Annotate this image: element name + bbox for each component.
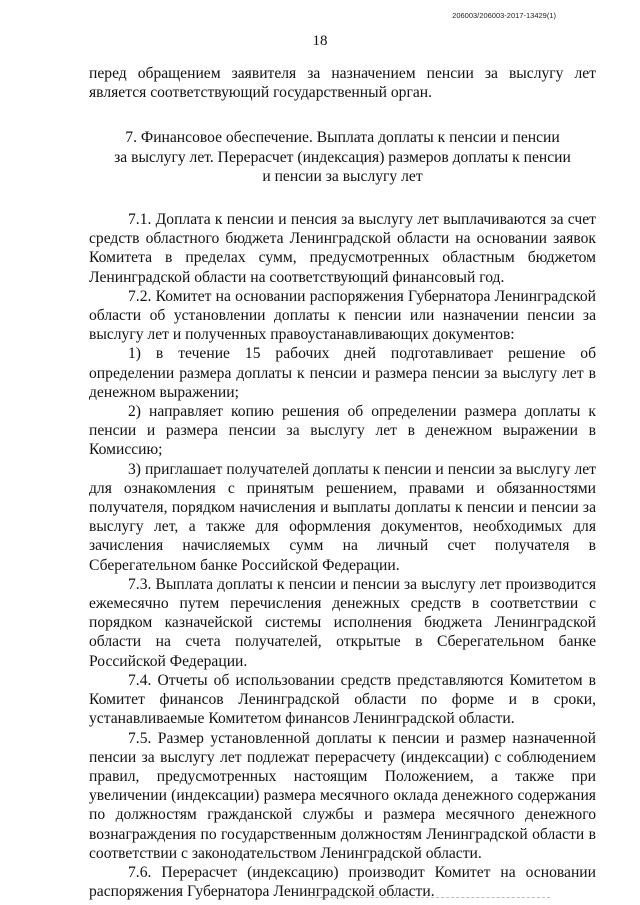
section-heading-line: 7. Финансовое обеспечение. Выплата доплаты к пенсии и пенсии <box>125 129 560 147</box>
paragraph-7-5: 7.5. Размер установленной доплаты к пенсии и размер назначенной пенсии за выслугу лет подлежат перерасчету (индексации) с соблюдением правил, предусмотренных настоящим Положением, а также при увеличении (индексации) размера месячного оклада денежного содержания по должностям гражданской службы и размера месячного денежного вознаграждения по государственным должностям Ленинградской области в соответствии с законодательством Ленинградской области. <box>89 729 596 862</box>
paragraph-7-2: 7.2. Комитет на основании распоряжения Губернатора Ленинградской области об установлении доплаты к пенсии или назначении пенсии за выслугу лет и полученных правоустанавливающих документов: <box>89 287 596 344</box>
bottom-divider <box>310 897 550 898</box>
section-heading <box>89 128 596 186</box>
document-body <box>89 64 596 901</box>
paragraph-7-4: 7.4. Отчеты об использовании средств представляются Комитетом в Комитет финансов Ленинградской области по форме и в сроки, устанавливаемые Комитетом финансов Ленинградской области. <box>89 671 596 728</box>
paragraph-7-3: 7.3. Выплата доплаты к пенсии и пенсии за выслугу лет производится ежемесячно путем перечисления денежных средств в соответствии с порядком казначейской системы исполнения бюджета Ленинградской области на счета получателей, открытые в Сберегательном банке Российской Федерации. <box>89 575 596 670</box>
list-item-2: 2) направляет копию решения об определении размера доплаты к пенсии и размера пенсии за выслугу лет в денежном выражении в Комиссию; <box>89 403 596 459</box>
paragraph-7-1: 7.1. Доплата к пенсии и пенсия за выслугу лет выплачиваются за счет средств областного бюджета Ленинградской области на основании заявок Комитета в пределах сумм, предусмотренных областным бюджетом Ленинградской области на соответствующий финансовый год. <box>89 211 596 286</box>
section-heading-line: за выслугу лет. Перерасчет (индексация) размеров доплаты к пенсии <box>114 148 571 166</box>
document-id: 206003/206003-2017-13429(1) <box>452 11 556 20</box>
list-item-3: 3) приглашает получателей доплаты к пенсии и пенсии за выслугу лет для ознакомления с принятым решением, правами и обязанностями получателя, порядком начисления и выплаты доплаты к пенсии и пенсии за выслугу лет, а также для оформления документов, необходимых для зачисления начисляемых сумм на личный счет получателя в Сберегательном банке Российской Федерации. <box>89 460 596 574</box>
paragraph-7-6: 7.6. Перерасчет (индексацию) производит Комитет на основании распоряжения Губернатора Ленинградской области. <box>89 863 596 901</box>
list-item-1: 1) в течение 15 рабочих дней подготавливает решение об определении размера доплаты к пенсии и размера пенсии за выслугу лет в денежном выражении; <box>89 345 596 401</box>
section-heading-line: и пенсии за выслугу лет <box>262 167 423 185</box>
intro-paragraph: перед обращением заявителя за назначением пенсии за выслугу лет является соответствующий государственный орган. <box>89 65 596 102</box>
page-number: 18 <box>312 33 328 49</box>
